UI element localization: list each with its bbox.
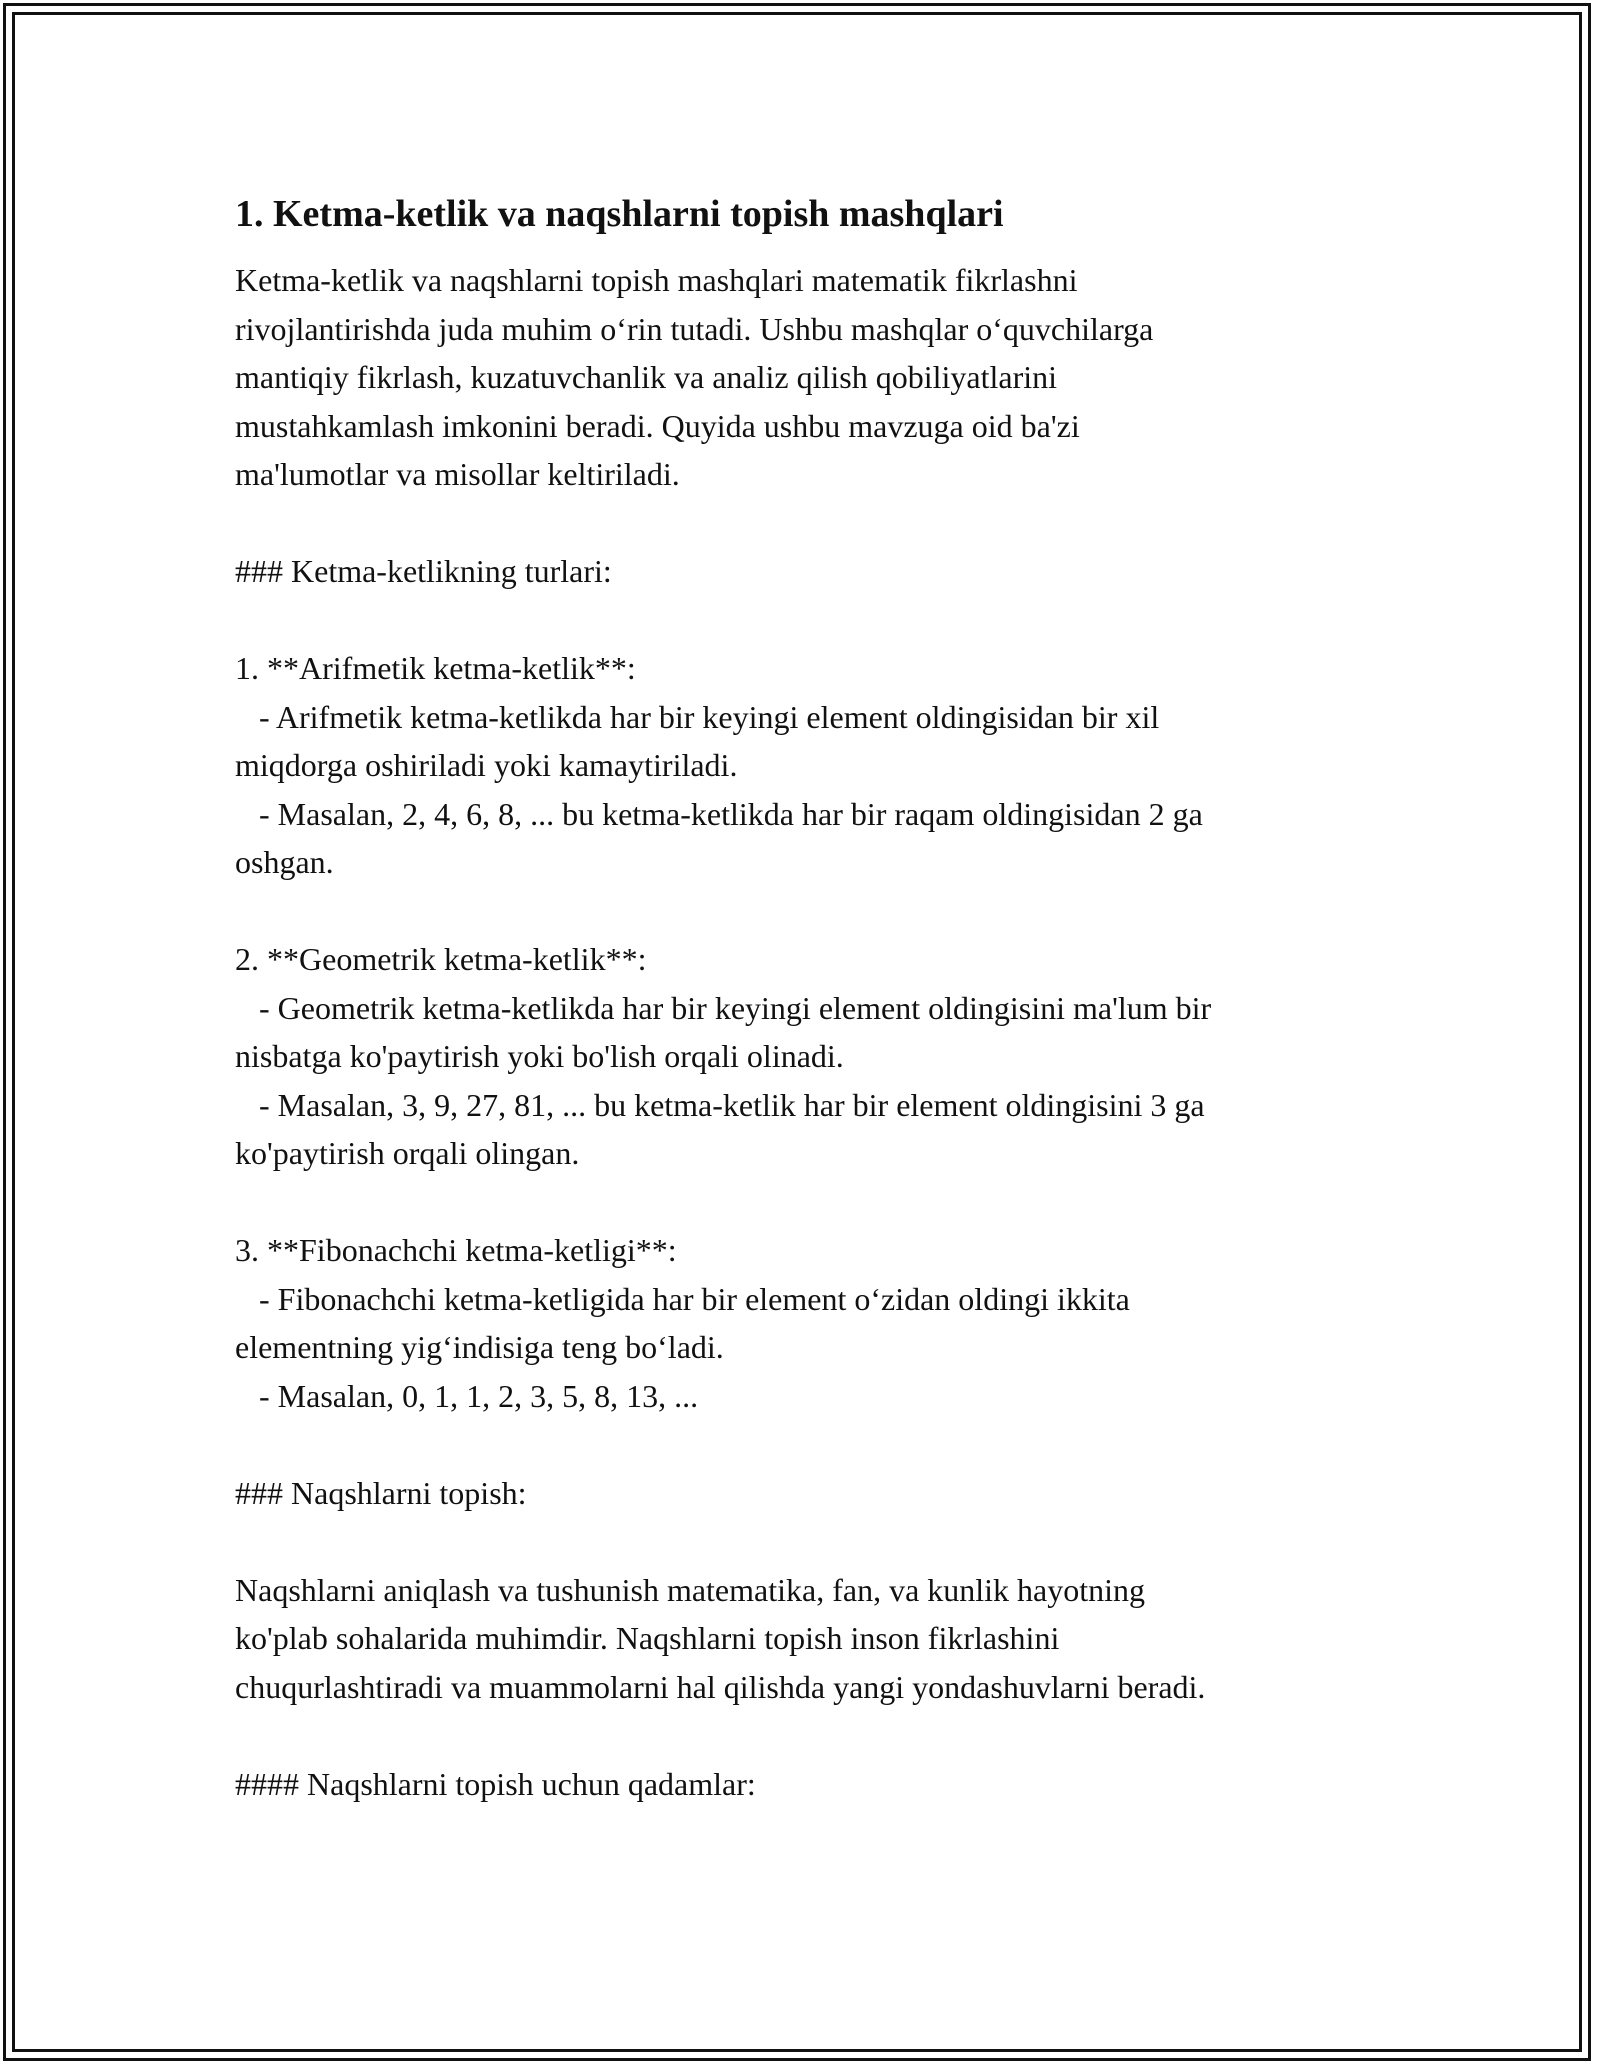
type-text-fibonacci: - Fibonachchi ketma-ketligida har bir element o‘zidan oldingi ikkita elementning yig‘indisiga teng bo‘ladi. - Masalan, 0, 1, 1, 2, 3, 5, 8, 13, ... bbox=[235, 1280, 1130, 1414]
type-text-geometric: - Geometrik ketma-ketlikda har bir keyingi element oldingisini ma'lum bir nisbatga ko'paytirish yoki bo'lish orqali olinadi. - Masalan, 3, 9, 27, 81, ... bu ketma-ketlik har bir element oldingisini 3 ga ko'paytirish orqali olingan. bbox=[235, 989, 1212, 1171]
section-heading-types: ### Ketma-ketlikning turlari: bbox=[235, 553, 612, 589]
type-text-arithmetic: - Arifmetik ketma-ketlikda har bir keyingi element oldingisidan bir xil miqdorga oshiriladi yoki kamaytiriladi. - Masalan, 2, 4, 6, 8, ... bu ketma-ketlikda har bir raqam oldingisidan 2 ga oshgan. bbox=[235, 698, 1203, 880]
steps-heading: #### Naqshlarni topish uchun qadamlar: bbox=[235, 1765, 756, 1802]
type-heading-fibonacci: 3. **Fibonachchi ketma-ketligi**: bbox=[235, 1232, 677, 1268]
type-heading-arithmetic: 1. **Arifmetik ketma-ketlik**: bbox=[235, 650, 636, 686]
intro-paragraph: Ketma-ketlik va naqshlarni topish mashqlari matematik fikrlashni rivojlantirishda juda muhim o‘rin tutadi. Ushbu mashqlar o‘quvchilarga mantiqiy fikrlash, kuzatuvchanlik va analiz qilish qobiliyatlarini mustahkamlash imkonini beradi. Quyida ushbu mavzuga oid ba'zi ma'lumotlar va misollar keltiriladi. bbox=[235, 262, 1154, 492]
document-title: 1. Ketma-ketlik va naqshlarni topish mashqlari bbox=[235, 193, 1004, 235]
type-heading-geometric: 2. **Geometrik ketma-ketlik**: bbox=[235, 941, 647, 977]
section-heading-patterns: ### Naqshlarni topish: bbox=[235, 1474, 527, 1511]
document-body bbox=[235, 188, 1365, 1808]
patterns-paragraph: Naqshlarni aniqlash va tushunish matematika, fan, va kunlik hayotning ko'plab sohalarida muhimdir. Naqshlarni topish inson fikrlashini chuqurlashtiradi va muammolarni hal qilishda yangi yondashuvlarni beradi. bbox=[235, 1571, 1206, 1705]
